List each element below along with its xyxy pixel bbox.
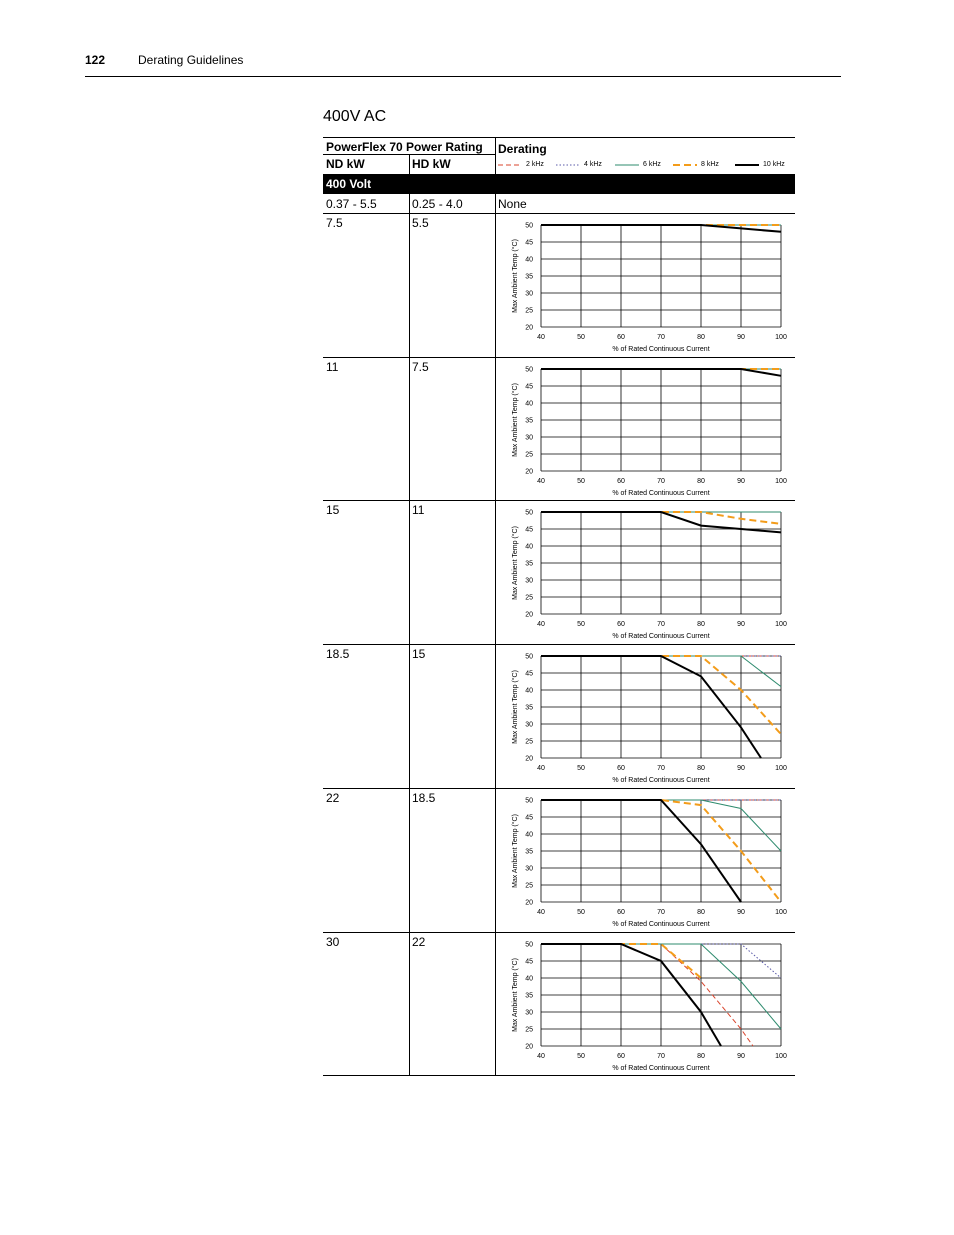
y-tick-label: 35 xyxy=(525,848,533,856)
y-tick-label: 45 xyxy=(525,958,533,966)
header-power-rating: PowerFlex 70 Power Rating xyxy=(326,140,483,154)
y-tick-label: 30 xyxy=(525,865,533,873)
legend-item xyxy=(556,161,602,168)
x-tick-label: 80 xyxy=(697,334,705,341)
y-tick-label: 50 xyxy=(525,797,533,805)
y-tick-label: 20 xyxy=(525,899,533,907)
y-tick-label: 50 xyxy=(525,509,533,517)
column-divider xyxy=(409,500,410,644)
header-divider xyxy=(495,137,496,174)
column-divider xyxy=(495,357,496,500)
x-axis-label: % of Rated Continuous Current xyxy=(612,1065,710,1072)
y-tick-label: 20 xyxy=(525,755,533,763)
column-divider xyxy=(409,932,410,1075)
x-tick-label: 70 xyxy=(657,334,665,341)
y-tick-label: 45 xyxy=(525,383,533,391)
legend-swatch xyxy=(556,162,580,168)
column-divider xyxy=(495,194,496,213)
y-axis-label: Max Ambient Temp (°C) xyxy=(512,383,519,457)
header-rule xyxy=(85,76,841,77)
voltage-band xyxy=(323,174,795,194)
column-divider xyxy=(495,644,496,788)
x-axis-label: % of Rated Continuous Current xyxy=(612,346,710,353)
y-tick-label: 30 xyxy=(525,290,533,298)
legend-swatch xyxy=(615,162,639,168)
x-tick-label: 100 xyxy=(775,765,787,772)
y-tick-label: 40 xyxy=(525,687,533,695)
legend-item xyxy=(615,161,661,168)
hd-kw-cell: 22 xyxy=(412,935,426,949)
y-tick-label: 35 xyxy=(525,417,533,425)
nd-kw-cell: 11 xyxy=(326,360,339,374)
legend-item xyxy=(498,161,544,168)
y-axis-label: Max Ambient Temp (°C) xyxy=(512,958,519,1032)
column-divider xyxy=(409,194,410,213)
voltage-band-label: 400 Volt xyxy=(326,177,372,191)
derating-chart xyxy=(503,788,793,930)
nd-kw-cell: 7.5 xyxy=(326,216,343,230)
header-divider xyxy=(409,154,410,174)
y-axis-label: Max Ambient Temp (°C) xyxy=(512,814,519,888)
x-axis-label: % of Rated Continuous Current xyxy=(612,490,710,497)
x-tick-label: 40 xyxy=(537,1053,545,1060)
x-tick-label: 100 xyxy=(775,1053,787,1060)
x-tick-label: 40 xyxy=(537,334,545,341)
derating-chart xyxy=(503,644,793,786)
y-tick-label: 40 xyxy=(525,975,533,983)
header-hd-kw: HD kW xyxy=(412,157,451,171)
x-axis-label: % of Rated Continuous Current xyxy=(612,777,710,784)
x-tick-label: 100 xyxy=(775,909,787,916)
column-divider xyxy=(495,932,496,1075)
y-tick-label: 25 xyxy=(525,451,533,459)
x-tick-label: 40 xyxy=(537,478,545,485)
x-tick-label: 40 xyxy=(537,621,545,628)
row-rule xyxy=(323,1075,795,1076)
x-tick-label: 50 xyxy=(577,621,585,628)
x-tick-label: 90 xyxy=(737,1053,745,1060)
x-tick-label: 40 xyxy=(537,909,545,916)
hd-kw-cell: 0.25 - 4.0 xyxy=(412,197,463,211)
y-axis-label: Max Ambient Temp (°C) xyxy=(512,239,519,313)
x-tick-label: 60 xyxy=(617,765,625,772)
legend-item xyxy=(673,161,719,168)
x-tick-label: 80 xyxy=(697,909,705,916)
x-tick-label: 100 xyxy=(775,334,787,341)
header-nd-kw: ND kW xyxy=(326,157,365,171)
legend-label: 6 kHz xyxy=(643,161,661,168)
y-tick-label: 20 xyxy=(525,611,533,619)
x-tick-label: 50 xyxy=(577,334,585,341)
y-tick-label: 50 xyxy=(525,366,533,374)
y-tick-label: 20 xyxy=(525,1043,533,1051)
x-tick-label: 70 xyxy=(657,909,665,916)
y-tick-label: 50 xyxy=(525,941,533,949)
nd-kw-cell: 18.5 xyxy=(326,647,350,661)
hd-kw-cell: 18.5 xyxy=(412,791,436,805)
nd-kw-cell: 0.37 - 5.5 xyxy=(326,197,377,211)
x-tick-label: 60 xyxy=(617,621,625,628)
column-divider xyxy=(495,213,496,357)
hd-kw-cell: 11 xyxy=(412,503,425,517)
x-tick-label: 80 xyxy=(697,621,705,628)
y-tick-label: 45 xyxy=(525,239,533,247)
hd-kw-cell: 5.5 xyxy=(412,216,429,230)
y-tick-label: 30 xyxy=(525,434,533,442)
header-derating: Derating xyxy=(498,142,547,156)
table-top-rule xyxy=(323,137,795,138)
y-tick-label: 40 xyxy=(525,256,533,264)
y-tick-label: 25 xyxy=(525,1026,533,1034)
x-axis-label: % of Rated Continuous Current xyxy=(612,921,710,928)
y-tick-label: 35 xyxy=(525,560,533,568)
y-axis-label: Max Ambient Temp (°C) xyxy=(512,526,519,600)
running-header-title: Derating Guidelines xyxy=(138,53,244,67)
nd-kw-cell: 22 xyxy=(326,791,340,805)
derating-chart xyxy=(503,213,793,355)
legend-swatch xyxy=(673,162,697,168)
y-tick-label: 40 xyxy=(525,831,533,839)
y-tick-label: 45 xyxy=(525,814,533,822)
legend-item xyxy=(735,161,785,168)
column-divider xyxy=(409,357,410,500)
y-tick-label: 25 xyxy=(525,594,533,602)
y-tick-label: 30 xyxy=(525,721,533,729)
legend-label: 10 kHz xyxy=(763,161,785,168)
y-tick-label: 30 xyxy=(525,1009,533,1017)
y-tick-label: 25 xyxy=(525,738,533,746)
x-tick-label: 90 xyxy=(737,765,745,772)
derating-chart xyxy=(503,357,793,499)
x-tick-label: 100 xyxy=(775,621,787,628)
y-tick-label: 35 xyxy=(525,273,533,281)
y-tick-label: 35 xyxy=(525,704,533,712)
y-tick-label: 25 xyxy=(525,882,533,890)
x-tick-label: 50 xyxy=(577,765,585,772)
x-tick-label: 90 xyxy=(737,909,745,916)
y-tick-label: 40 xyxy=(525,543,533,551)
y-tick-label: 45 xyxy=(525,670,533,678)
section-title: 400V AC xyxy=(323,108,387,125)
derating-chart xyxy=(503,932,793,1074)
x-tick-label: 70 xyxy=(657,765,665,772)
hd-kw-cell: 15 xyxy=(412,647,426,661)
column-divider xyxy=(495,788,496,932)
x-tick-label: 80 xyxy=(697,1053,705,1060)
x-tick-label: 70 xyxy=(657,621,665,628)
column-divider xyxy=(409,213,410,357)
x-tick-label: 50 xyxy=(577,909,585,916)
x-tick-label: 80 xyxy=(697,765,705,772)
legend-label: 8 kHz xyxy=(701,161,719,168)
y-tick-label: 20 xyxy=(525,324,533,332)
derating-cell: None xyxy=(498,197,527,211)
x-tick-label: 50 xyxy=(577,1053,585,1060)
x-tick-label: 90 xyxy=(737,334,745,341)
legend-swatch xyxy=(735,162,759,168)
column-divider xyxy=(495,500,496,644)
legend-label: 4 kHz xyxy=(584,161,602,168)
x-tick-label: 60 xyxy=(617,334,625,341)
x-tick-label: 100 xyxy=(775,478,787,485)
x-tick-label: 60 xyxy=(617,1053,625,1060)
page-number: 122 xyxy=(85,53,106,67)
x-tick-label: 70 xyxy=(657,1053,665,1060)
y-tick-label: 45 xyxy=(525,526,533,534)
y-tick-label: 35 xyxy=(525,992,533,1000)
hd-kw-cell: 7.5 xyxy=(412,360,429,374)
y-tick-label: 20 xyxy=(525,468,533,476)
x-tick-label: 90 xyxy=(737,621,745,628)
x-tick-label: 60 xyxy=(617,909,625,916)
x-tick-label: 40 xyxy=(537,765,545,772)
y-tick-label: 30 xyxy=(525,577,533,585)
nd-kw-cell: 15 xyxy=(326,503,340,517)
y-tick-label: 40 xyxy=(525,400,533,408)
derating-chart xyxy=(503,500,793,642)
column-divider xyxy=(409,644,410,788)
x-tick-label: 60 xyxy=(617,478,625,485)
y-tick-label: 50 xyxy=(525,222,533,230)
legend-swatch xyxy=(498,162,522,168)
y-tick-label: 50 xyxy=(525,653,533,661)
x-tick-label: 90 xyxy=(737,478,745,485)
x-tick-label: 50 xyxy=(577,478,585,485)
y-tick-label: 25 xyxy=(525,307,533,315)
x-tick-label: 80 xyxy=(697,478,705,485)
column-divider xyxy=(409,788,410,932)
x-axis-label: % of Rated Continuous Current xyxy=(612,633,710,640)
nd-kw-cell: 30 xyxy=(326,935,340,949)
x-tick-label: 70 xyxy=(657,478,665,485)
legend-label: 2 kHz xyxy=(526,161,544,168)
y-axis-label: Max Ambient Temp (°C) xyxy=(512,670,519,744)
